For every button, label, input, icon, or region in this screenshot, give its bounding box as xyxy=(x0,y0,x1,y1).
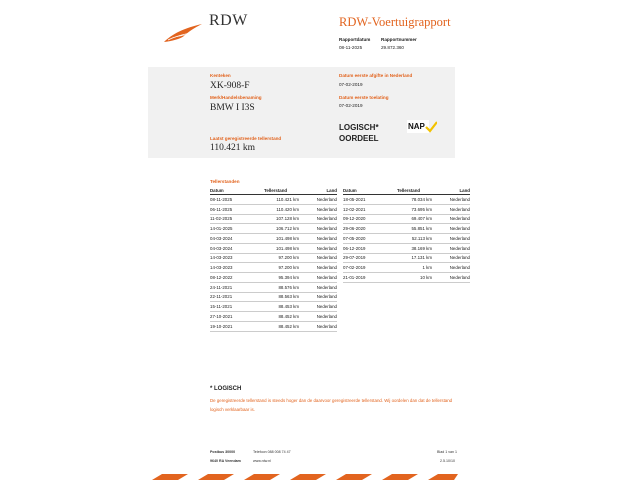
nap-check-icon xyxy=(407,120,437,133)
footer-phone: Telefoon 088 008 74 47 xyxy=(253,450,291,454)
plate-label: Kenteken xyxy=(210,73,231,78)
cell-date: 27-10-2021 xyxy=(210,312,256,322)
report-number-label: Rapportnummer xyxy=(381,37,417,42)
table-row xyxy=(210,302,337,312)
col-date-header: Datum xyxy=(343,186,389,195)
table-row xyxy=(343,263,470,273)
first-admission-value: 07-02-2019 xyxy=(339,103,363,108)
footer-stripes-decoration xyxy=(148,474,458,480)
cell-land: Nederland xyxy=(302,204,337,214)
legal-note-body: De geregistreerde tellerstand is steeds hoger dan de daarvoor geregistreerde tellerstand. Wij oordelen dan dat de tellerstand logisch verklaarbaar is. xyxy=(210,398,453,412)
cell-km: 88.452 km xyxy=(256,321,302,331)
footer-page-number: Blad 1 van 1 xyxy=(437,450,457,454)
brand-name: RDW xyxy=(209,12,248,29)
cell-land: Nederland xyxy=(302,292,337,302)
cell-date: 22-11-2021 xyxy=(210,292,256,302)
table-row xyxy=(343,234,470,244)
make-value: BMW I I3S xyxy=(210,103,255,113)
cell-km: 88.453 km xyxy=(256,302,302,312)
first-reg-nl-value: 07-02-2019 xyxy=(339,82,363,87)
cell-date: 08-11-2025 xyxy=(210,195,256,205)
cell-km: 97.200 km xyxy=(256,253,302,263)
verdict-line-2: OORDEEL xyxy=(339,134,379,143)
cell-date: 06-11-2025 xyxy=(210,204,256,214)
first-admission-label: Datum eerste toelating xyxy=(339,95,389,100)
cell-date: 11-02-2025 xyxy=(210,214,256,224)
table-row xyxy=(343,224,470,234)
cell-land: Nederland xyxy=(302,234,337,244)
cell-date: 14-03-2023 xyxy=(210,263,256,273)
cell-km: 73.695 km xyxy=(389,204,435,214)
cell-date: 07-05-2020 xyxy=(343,234,389,244)
cell-land: Nederland xyxy=(435,224,470,234)
table-row xyxy=(343,253,470,263)
table-header-row xyxy=(210,186,337,195)
vehicle-info-panel xyxy=(148,67,455,158)
table-row xyxy=(343,214,470,224)
cell-date: 14-03-2023 xyxy=(210,253,256,263)
cell-land: Nederland xyxy=(435,243,470,253)
cell-land: Nederland xyxy=(302,321,337,331)
cell-date: 12-02-2021 xyxy=(343,204,389,214)
nap-badge-text: NAP xyxy=(408,122,425,131)
cell-km: 88.563 km xyxy=(256,292,302,302)
cell-land: Nederland xyxy=(435,214,470,224)
col-km-header: Tellerstand xyxy=(389,186,435,195)
cell-date: 24-11-2021 xyxy=(210,282,256,292)
odometer-table-right xyxy=(343,186,470,283)
table-row xyxy=(210,312,337,322)
cell-km: 1 km xyxy=(389,263,435,273)
make-label: Merk/Handelsbenaming xyxy=(210,95,262,100)
table-header-row xyxy=(343,186,470,195)
rdw-logo-icon xyxy=(162,22,204,44)
cell-km: 88.576 km xyxy=(256,282,302,292)
cell-land: Nederland xyxy=(302,302,337,312)
cell-land: Nederland xyxy=(435,204,470,214)
footer-code: 2.5.10/10 xyxy=(440,459,455,463)
cell-km: 88.452 km xyxy=(256,312,302,322)
col-land-header: Land xyxy=(435,186,470,195)
table-row xyxy=(210,204,337,214)
table-row xyxy=(210,321,337,331)
cell-km: 95.394 km xyxy=(256,273,302,283)
cell-km: 38.169 km xyxy=(389,243,435,253)
cell-land: Nederland xyxy=(302,243,337,253)
table-row xyxy=(210,234,337,244)
cell-km: 101.498 km xyxy=(256,243,302,253)
cell-km: 17.131 km xyxy=(389,253,435,263)
odometer-value: 110.421 km xyxy=(210,143,256,153)
cell-date: 04-03-2024 xyxy=(210,243,256,253)
cell-km: 97.200 km xyxy=(256,263,302,273)
footer-postbus: Postbus 30000 xyxy=(210,450,236,454)
cell-km: 78.034 km xyxy=(389,195,435,205)
table-row xyxy=(343,195,470,205)
cell-km: 10 km xyxy=(389,273,435,283)
cell-km: 106.712 km xyxy=(256,224,302,234)
verdict xyxy=(339,122,379,144)
table-row xyxy=(210,273,337,283)
cell-land: Nederland xyxy=(435,234,470,244)
footer-city: 9640 RA Veendam xyxy=(210,459,241,463)
cell-date: 06-12-2019 xyxy=(343,243,389,253)
plate-value: XK-908-F xyxy=(210,81,250,91)
table-row xyxy=(210,263,337,273)
cell-land: Nederland xyxy=(302,273,337,283)
cell-km: 69.407 km xyxy=(389,214,435,224)
cell-land: Nederland xyxy=(302,224,337,234)
table-row xyxy=(343,204,470,214)
cell-land: Nederland xyxy=(302,253,337,263)
cell-km: 55.851 km xyxy=(389,224,435,234)
col-land-header: Land xyxy=(302,186,337,195)
report-title: RDW-Voertuigrapport xyxy=(339,15,451,29)
cell-km: 101.498 km xyxy=(256,234,302,244)
table-row xyxy=(210,224,337,234)
cell-land: Nederland xyxy=(435,263,470,273)
cell-land: Nederland xyxy=(302,214,337,224)
cell-land: Nederland xyxy=(302,312,337,322)
cell-land: Nederland xyxy=(302,195,337,205)
cell-date: 18-05-2021 xyxy=(343,195,389,205)
cell-land: Nederland xyxy=(435,253,470,263)
table-row xyxy=(210,282,337,292)
cell-date: 19-10-2021 xyxy=(210,321,256,331)
cell-km: 52.113 km xyxy=(389,234,435,244)
cell-date: 14-01-2025 xyxy=(210,224,256,234)
table-row xyxy=(210,243,337,253)
cell-land: Nederland xyxy=(302,282,337,292)
cell-km: 110.420 km xyxy=(256,204,302,214)
verdict-line-1: LOGISCH* xyxy=(339,123,379,132)
table-row xyxy=(343,243,470,253)
cell-date: 07-02-2019 xyxy=(343,263,389,273)
cell-km: 110.421 km xyxy=(256,195,302,205)
cell-date: 21-01-2019 xyxy=(343,273,389,283)
first-reg-nl-label: Datum eerste afgifte in Nederland xyxy=(339,73,413,78)
col-date-header: Datum xyxy=(210,186,256,195)
odometer-section-title: Tellerstanden xyxy=(210,179,240,184)
cell-land: Nederland xyxy=(435,195,470,205)
legal-note-title: * LOGISCH xyxy=(210,386,242,392)
table-row xyxy=(210,253,337,263)
table-row xyxy=(343,273,470,283)
report-date-label: Rapportdatum xyxy=(339,37,371,42)
cell-km: 107.128 km xyxy=(256,214,302,224)
table-row xyxy=(210,195,337,205)
table-row xyxy=(210,214,337,224)
footer-website: www.rdw.nl xyxy=(253,459,271,463)
report-date-value: 08-11-2025 xyxy=(339,45,363,50)
odometer-label: Laatst geregistreerde tellerstand xyxy=(210,136,282,141)
cell-date: 09-12-2020 xyxy=(343,214,389,224)
cell-date: 08-12-2022 xyxy=(210,273,256,283)
cell-date: 29-07-2019 xyxy=(343,253,389,263)
col-km-header: Tellerstand xyxy=(256,186,302,195)
odometer-table-left xyxy=(210,186,337,332)
cell-land: Nederland xyxy=(435,273,470,283)
report-number-value: 29.872.360 xyxy=(381,45,404,50)
cell-date: 29-06-2020 xyxy=(343,224,389,234)
cell-date: 04-03-2024 xyxy=(210,234,256,244)
table-row xyxy=(210,292,337,302)
cell-land: Nederland xyxy=(302,263,337,273)
cell-date: 15-11-2021 xyxy=(210,302,256,312)
